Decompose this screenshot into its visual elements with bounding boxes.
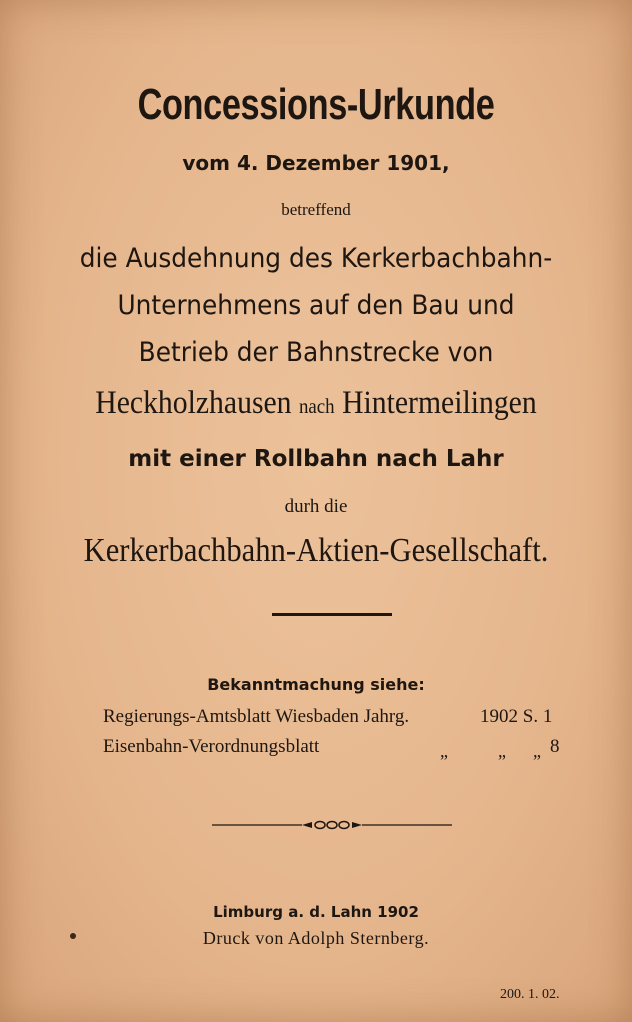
concerning-label: betreffend [281, 200, 351, 219]
route-nach: nach [298, 394, 335, 418]
reference-detail-1: 1902 S. 1 [480, 706, 553, 727]
date-line: vom 4. Dezember 1901, [182, 151, 450, 175]
paper-spot [70, 933, 76, 939]
reference-source-1: Regierungs-Amtsblatt Wiesbaden Jahrg. [103, 706, 410, 727]
announcement-heading: Bekanntmachung siehe: [207, 675, 425, 694]
ditto-mark: „ [533, 741, 541, 761]
place-year: Limburg a. d. Lahn 1902 [213, 903, 419, 921]
divider-rule [272, 613, 392, 616]
by-line: durh die [284, 496, 348, 517]
route-to: Hintermeilingen [342, 385, 537, 421]
route-from: Heckholzhausen [95, 385, 292, 421]
document-title: Concessions-Urkunde [137, 80, 495, 129]
printer-line: Druck von Adolph Sternberg. [202, 928, 430, 948]
body-line-2: Unternehmens auf den Bau und [117, 290, 515, 321]
body-line-1: die Ausdehnung des Kerkerbachbahn- [79, 243, 553, 274]
company-name: Kerkerbachbahn-Aktien-Gesellschaft. [83, 532, 549, 569]
route-line [32, 385, 601, 422]
ornament-divider [212, 815, 452, 835]
ditto-mark: „ [440, 741, 448, 761]
reference-detail-2: 8 [550, 736, 560, 757]
print-code: 200. 1. 02. [500, 987, 560, 1002]
ditto-mark: „ [498, 741, 506, 761]
rollbahn-line: mit einer Rollbahn nach Lahr [128, 446, 504, 472]
body-line-3: Betrieb der Bahnstrecke von [138, 337, 494, 368]
reference-source-2: Eisenbahn-Verordnungsblatt [103, 736, 320, 757]
